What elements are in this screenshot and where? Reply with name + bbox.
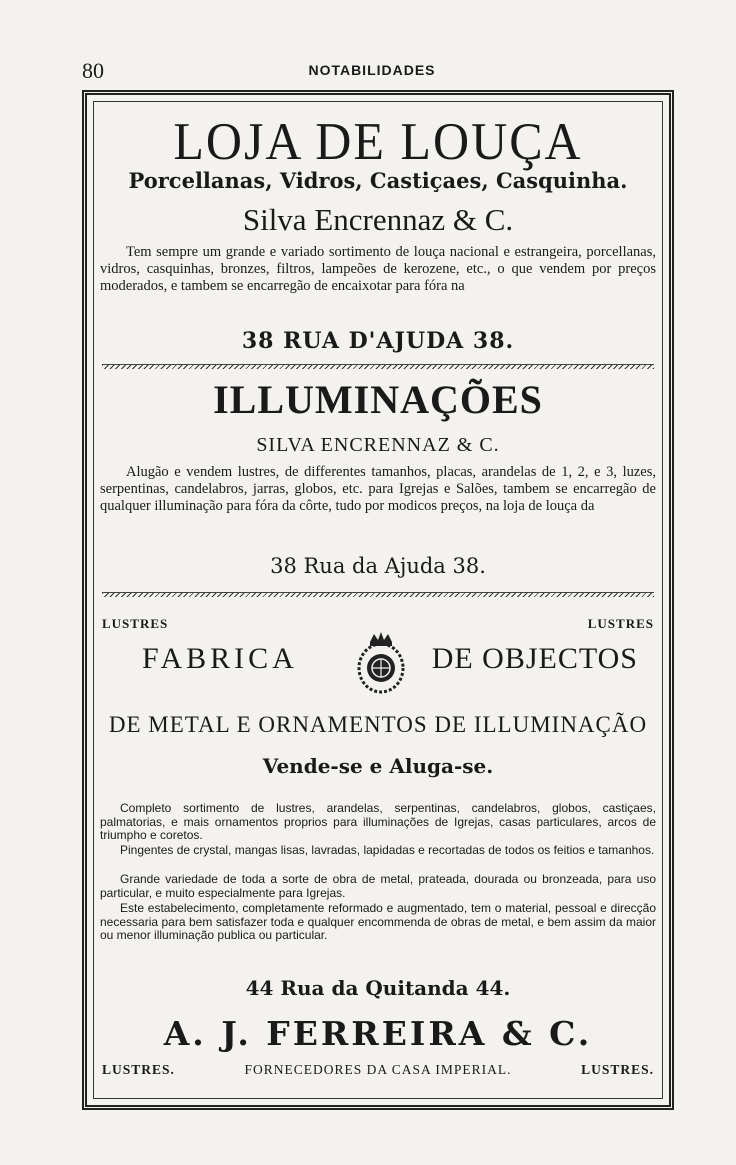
ad3-paragraph: Pingentes de crystal, mangas lisas, lavradas, lapidadas e recortadas de todos os feitios e tamanhos. — [120, 843, 655, 857]
ornamental-rule — [102, 592, 654, 597]
ad2-title: ILLUMINAÇÕES — [213, 377, 543, 422]
fabrica-heading: FABRICA — [142, 642, 298, 675]
lustres-label-left: LUSTRES — [102, 616, 169, 631]
ad3-subtitle: DE METAL E ORNAMENTOS DE ILLUMINAÇÃO — [108, 712, 648, 737]
ad1-address: 38 RUA D'AJUDA 38. — [241, 328, 515, 354]
ad3-paragraph: Completo sortimento de lustres, arandelas, serpentinas, candelabros, globos, castiçaes, palmatorias, e mais ornamentos proprios para illuminações de Igrejas, casas particulares, arcos de triumpho e coretos. — [100, 801, 656, 842]
footer-lustres-left: LUSTRES. — [102, 1062, 175, 1077]
ad1-text: Tem sempre um grande e variado sortimento de louça nacional e estrangeira, porcellanas, vidros, casquinhas, bronzes, filtros, lampeões de kerozene, etc., o que vendem por preços moderados, e tambem se encarregão de encaixotar para fóra na — [100, 244, 656, 294]
page-number: 80 — [82, 58, 104, 83]
page-header — [82, 58, 662, 82]
footer-lustres-right: LUSTRES. — [581, 1062, 654, 1077]
ad1-title: LOJA DE LOUÇA — [173, 111, 583, 171]
ad3-firm: A. J. FERREIRA & C. — [163, 1014, 593, 1053]
ad3-footer — [102, 1062, 654, 1080]
ad3-sale-line: Vende-se e Aluga-se. — [262, 754, 494, 778]
ad1-firm: Silva Encrennaz & C. — [242, 202, 514, 237]
lustres-label-right: LUSTRES — [587, 616, 654, 631]
ad3-paragraph: Este estabelecimento, completamente reformado e augmentado, tem o material, pessoal e direcção necessaria para bem satisfazer toda e qualquer encommenda de obras de metal, e bem assim da maior ou menor illuminação publica ou particular. — [100, 901, 656, 942]
footer-supplier-line: FORNECEDORES DA CASA IMPERIAL. — [244, 1062, 512, 1077]
ad3-paragraph: Grande variedade de toda a sorte de obra de metal, prateada, dourada ou bronzeada, para uso particular, e muito especialmente para Igrejas. — [100, 872, 656, 900]
ad2-address: 38 Rua da Ajuda 38. — [270, 554, 486, 578]
ornamental-rule — [102, 364, 654, 369]
ad2-text: Alugão e vendem lustres, de differentes tamanhos, placas, arandelas de 1, 2, e 3, luzes, serpentinas, candelabros, jarras, globos, etc. para Igrejas e Salões, tambem se encarregão de qualquer illuminação para fóra da côrte, tudo por modicos preços, na loja de louça da — [100, 464, 656, 514]
advertisement-frame — [82, 90, 674, 1110]
ad1-products: Porcellanas, Vidros, Castiçaes, Casquinha. — [128, 168, 628, 193]
ad3-address: 44 Rua da Quitanda 44. — [245, 976, 511, 1000]
ad2-firm: SILVA ENCRENNAZ & C. — [256, 434, 500, 456]
advertisement-body — [93, 101, 663, 1099]
imperial-crest-icon — [346, 628, 416, 698]
objectos-heading: DE OBJECTOS — [431, 642, 638, 675]
running-title: NOTABILIDADES — [308, 62, 436, 78]
